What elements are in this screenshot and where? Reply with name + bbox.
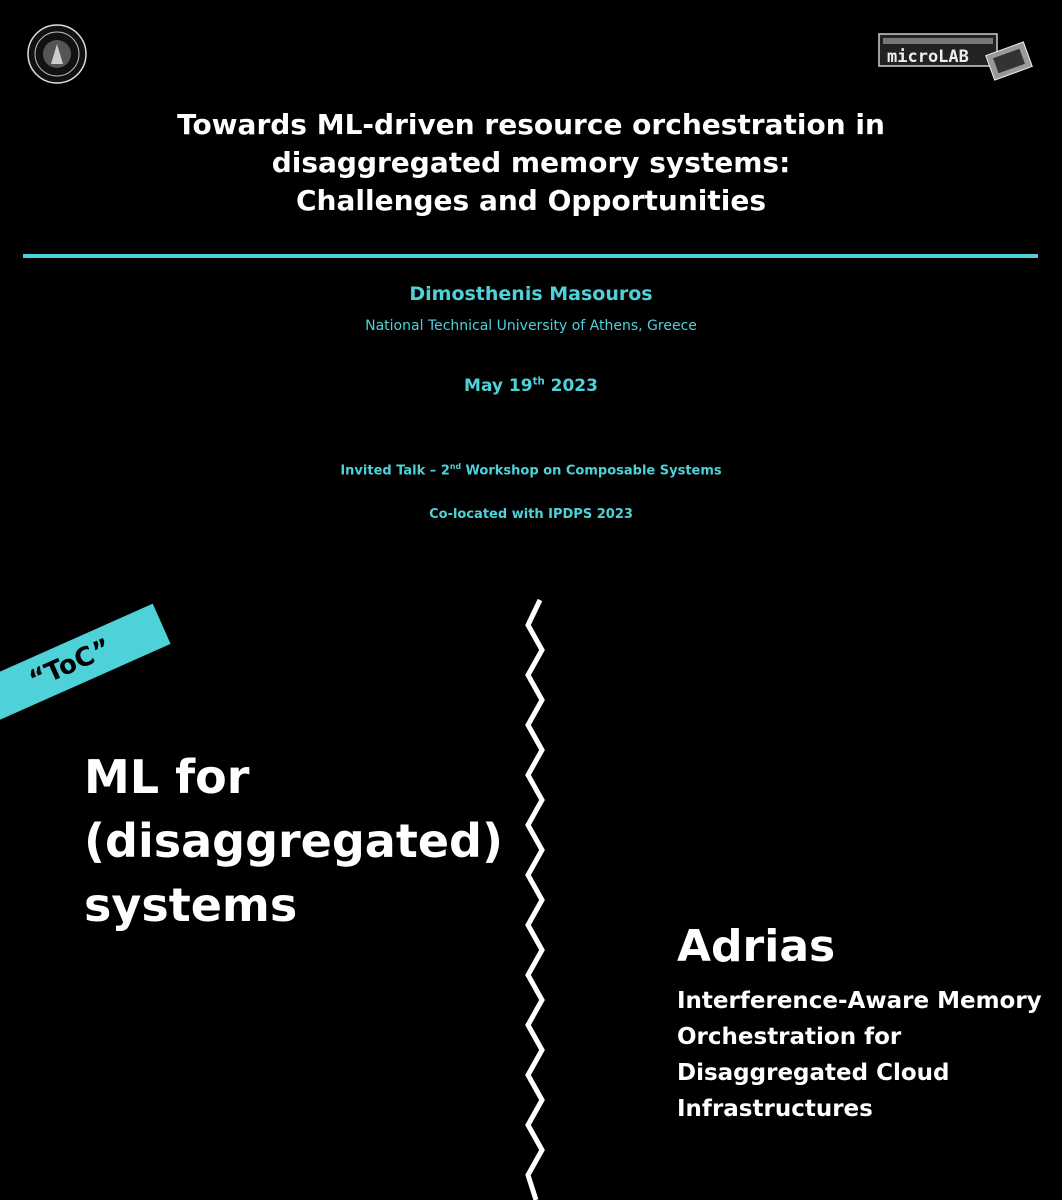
right-subtitle-line-2: Orchestration for (677, 1024, 902, 1050)
toc-slide (0, 565, 1062, 1200)
author-name: Dimosthenis Masouros (409, 283, 653, 305)
talk-ordinal: nd (449, 462, 462, 471)
talk-date (0, 376, 1062, 396)
date-year: 2023 (544, 376, 598, 396)
colocated-note: Co-located with IPDPS 2023 (429, 507, 633, 522)
date-month-day: May 19 (464, 376, 533, 396)
lab-logo-text: microLAB (887, 47, 969, 67)
zigzag-divider (500, 565, 570, 1200)
talk-info (0, 462, 1062, 478)
author-affiliation: National Technical University of Athens, Greece (365, 318, 697, 334)
title-line-2: disaggregated memory systems: (271, 146, 791, 179)
right-title: Adrias (677, 921, 836, 972)
toc-banner (0, 604, 171, 726)
university-seal-icon (27, 24, 87, 84)
talk-prefix: Invited Talk – 2 (340, 463, 450, 479)
date-suffix: th (532, 376, 545, 388)
title-line-3: Challenges and Opportunities (296, 184, 766, 217)
right-subtitle-line-4: Infrastructures (677, 1096, 873, 1122)
talk-rest: Workshop on Composable Systems (461, 463, 722, 479)
right-subtitle-line-3: Disaggregated Cloud (677, 1060, 950, 1086)
left-heading (84, 745, 504, 937)
title-line-1: Towards ML-driven resource orchestration in (177, 108, 885, 141)
title-divider (23, 254, 1038, 258)
right-subtitle (677, 983, 1047, 1127)
toc-banner-text: “ToC” (24, 633, 116, 696)
left-heading-line-1: ML for (84, 750, 250, 804)
right-subtitle-line-1: Interference-Aware Memory (677, 988, 1042, 1014)
left-heading-line-3: systems (84, 878, 298, 932)
slide-title (0, 106, 1062, 220)
microlab-logo-icon (877, 30, 1037, 82)
title-slide (0, 0, 1062, 565)
left-heading-line-2: (disaggregated) (84, 814, 503, 868)
